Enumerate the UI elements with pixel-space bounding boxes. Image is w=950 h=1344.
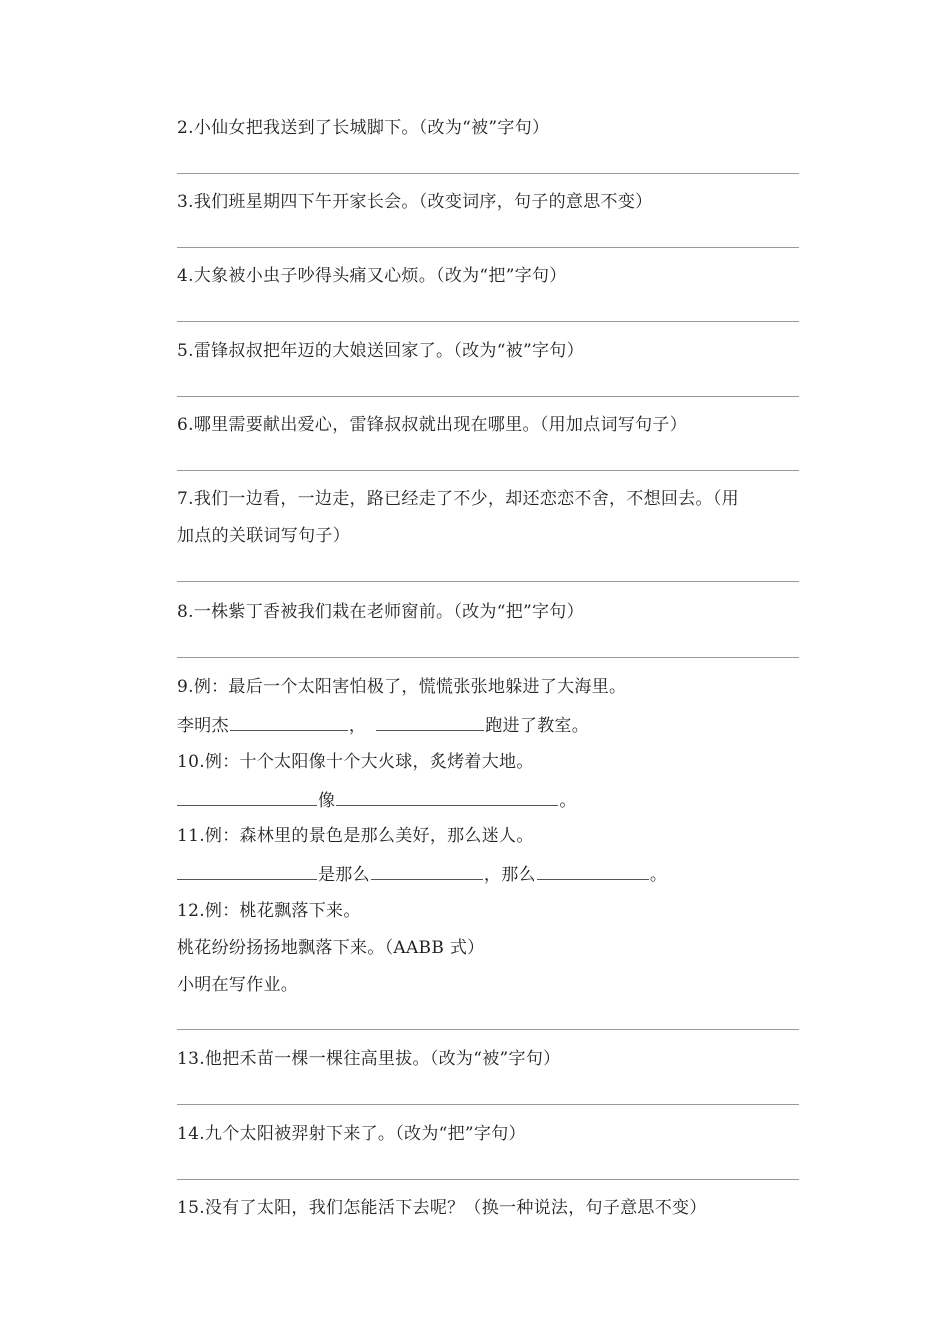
q11-text-1: 是那么 [318,865,370,885]
q10-blank-1[interactable] [177,787,317,806]
question-15: 15.没有了太阳，我们怎能活下去呢？（换一种说法，句子意思不变） [177,1198,707,1218]
answer-line-8[interactable] [177,657,799,658]
question-14: 14.九个太阳被羿射下来了。（改为“把”字句） [177,1124,526,1144]
question-12-example: 12.例：桃花飘落下来。 [177,901,361,921]
q11-blank-3[interactable] [537,861,649,880]
question-10-example: 10.例：十个太阳像十个大火球，炙烤着大地。 [177,752,534,772]
answer-line-4[interactable] [177,321,799,322]
question-11-example: 11.例：森林里的景色是那么美好，那么迷人。 [177,826,534,846]
question-8: 8.一株紫丁香被我们栽在老师窗前。（改为“把”字句） [177,602,584,622]
question-9-fill [177,712,589,738]
q9-blank-1[interactable] [230,712,348,731]
q9-text-1: 李明杰 [177,716,229,736]
answer-line-7[interactable] [177,581,799,582]
answer-line-13[interactable] [177,1104,799,1105]
question-4: 4.大象被小虫子吵得头痛又心烦。（改为“把”字句） [177,266,567,286]
question-10-fill [177,787,577,813]
question-9-example: 9.例：最后一个太阳害怕极了，慌慌张张地躲进了大海里。 [177,677,627,697]
question-5: 5.雷锋叔叔把年迈的大娘送回家了。（改为“被”字句） [177,341,584,361]
q9-text-3: 跑进了教室。 [485,716,590,736]
q9-text-2: ， [348,716,367,736]
question-3: 3.我们班星期四下午开家长会。（改变词序，句子的意思不变） [177,192,653,212]
question-12-prompt: 小明在写作业。 [177,975,299,995]
answer-line-2[interactable] [177,173,799,174]
question-2: 2.小仙女把我送到了长城脚下。（改为“被”字句） [177,118,550,138]
q10-blank-2[interactable] [336,787,558,806]
q11-blank-1[interactable] [177,861,317,880]
answer-line-5[interactable] [177,396,799,397]
q11-blank-2[interactable] [371,861,483,880]
question-12-sample: 桃花纷纷扬扬地飘落下来。（AABB 式） [177,938,485,958]
q10-text-2: 。 [559,791,577,811]
answer-line-12[interactable] [177,1029,799,1030]
q11-text-2: ，那么 [483,865,536,885]
question-7-line-1: 7.我们一边看，一边走，路已经走了不少，却还恋恋不舍，不想回去。（用 [177,489,739,509]
q9-blank-2[interactable] [376,712,484,731]
answer-line-6[interactable] [177,470,799,471]
question-11-fill [177,861,667,887]
question-6: 6.哪里需要献出爱心，雷锋叔叔就出现在哪里。（用加点词写句子） [177,415,688,435]
answer-line-3[interactable] [177,247,799,248]
question-13: 13.他把禾苗一棵一棵往高里拔。（改为“被”字句） [177,1049,561,1069]
question-7-line-2: 加点的关联词写句子） [177,526,350,546]
q11-text-3: 。 [649,865,668,885]
q10-text-1: 像 [318,791,336,811]
answer-line-14[interactable] [177,1179,799,1180]
